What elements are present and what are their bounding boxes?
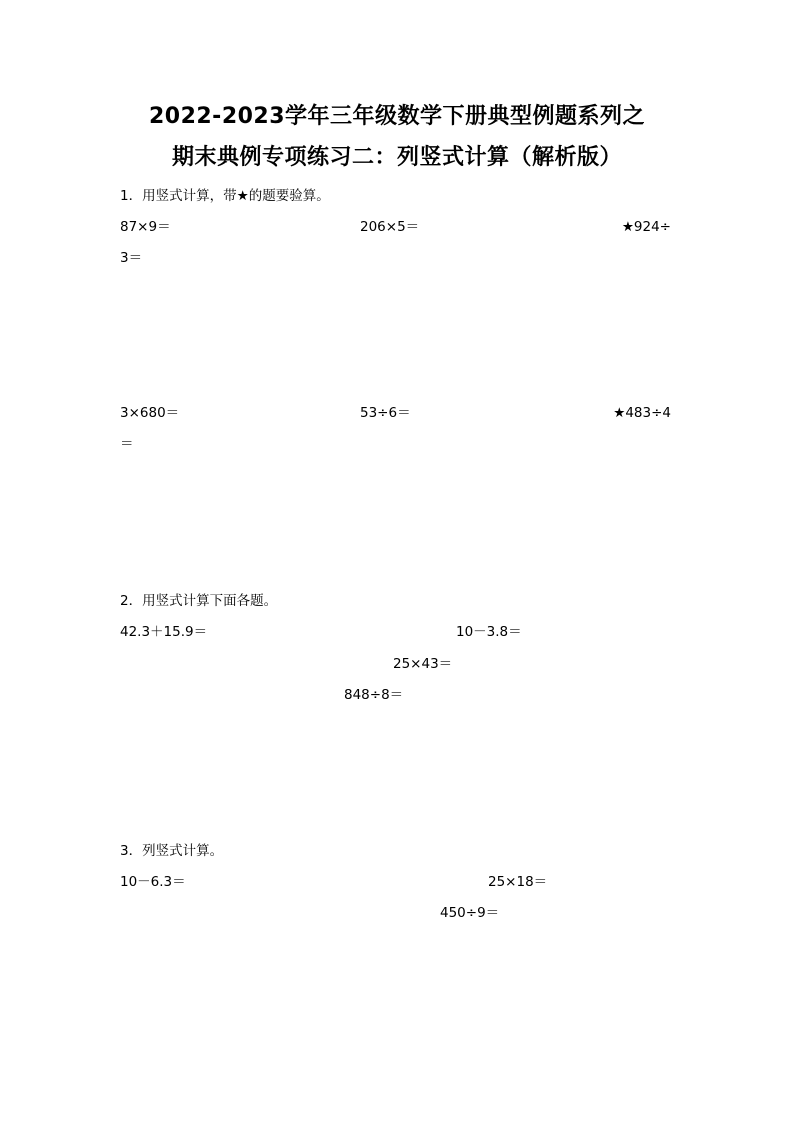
question-2-heading: 2．用竖式计算下面各题。 <box>120 593 278 609</box>
q1-problem-483div4: ★483÷4 <box>613 405 671 421</box>
q3-problem-1: 10－6.3＝ <box>120 874 186 890</box>
q3-problem-3: 450÷9＝ <box>440 905 500 921</box>
page-title-line-1: 2022-2023学年三年级数学下册典型例题系列之 <box>148 104 646 129</box>
page-title-line-2: 期末典例专项练习二：列竖式计算（解析版） <box>171 145 622 170</box>
question-3-heading: 3．列竖式计算。 <box>120 843 224 859</box>
q1-problem-483div4-wrap: ＝ <box>120 436 134 452</box>
q1-problem-924div3: ★924÷ <box>621 219 671 235</box>
q2-problem-2: 10－3.8＝ <box>456 624 522 640</box>
q1-problem-3x680: 3×680＝ <box>120 405 180 421</box>
q1-problem-924div3-wrap: 3＝ <box>120 250 143 266</box>
q2-problem-3: 25×43＝ <box>393 656 453 672</box>
question-1-heading: 1．用竖式计算，带★的题要验算。 <box>120 188 330 204</box>
q1-problem-87x9: 87×9＝ <box>120 219 171 235</box>
q1-problem-206x5: 206×5＝ <box>360 219 420 235</box>
q2-problem-1: 42.3＋15.9＝ <box>120 624 208 640</box>
q1-problem-53div6: 53÷6＝ <box>360 405 411 421</box>
q3-problem-2: 25×18＝ <box>488 874 548 890</box>
q2-problem-4: 848÷8＝ <box>344 687 404 703</box>
